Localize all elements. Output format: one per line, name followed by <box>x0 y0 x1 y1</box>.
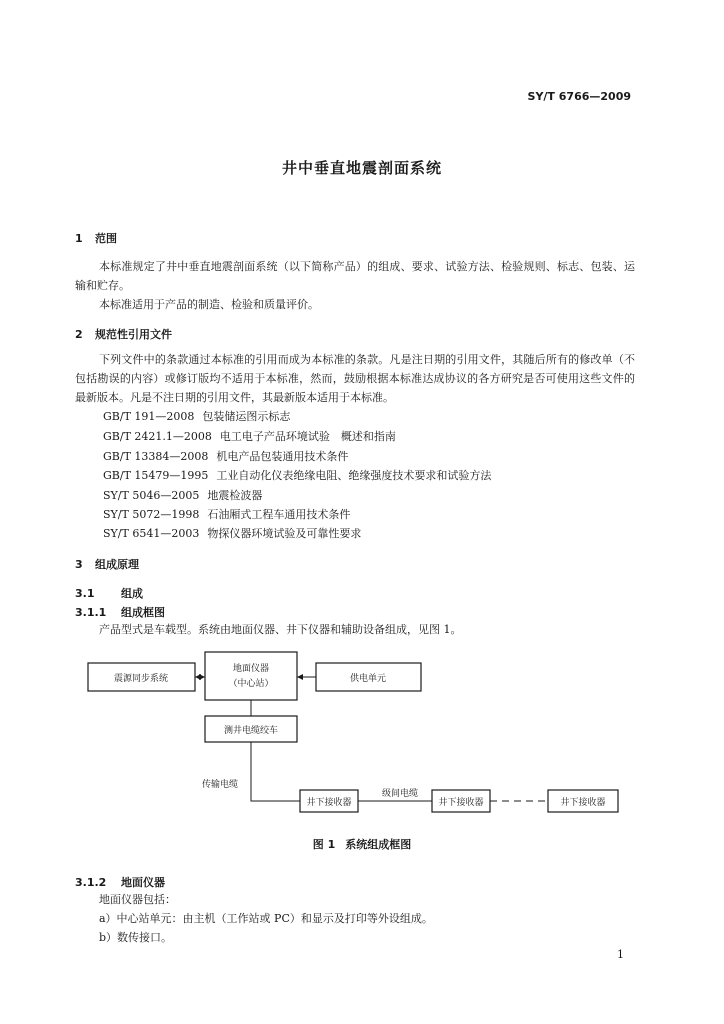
cable-winch-label: 测井电缆绞车 <box>223 726 279 736</box>
transmission-cable-line <box>251 742 300 801</box>
document-title: 井中垂直地震剖面系统 <box>281 159 442 177</box>
reference-item: GB/T 2421.1—2008 电工电子产品环境试验 概述和指南 <box>103 430 396 443</box>
downhole-receiver-label-2: 井下接收器 <box>438 798 484 808</box>
reference-item: SY/T 6541—2003 物探仪器环境试验及可靠性要求 <box>103 527 362 540</box>
list-item-a: a）中心站单元：由主机（工作站或 PC）和显示及打印等外设组成。 <box>99 912 433 925</box>
reference-item: SY/T 5046—2005 地震检波器 <box>103 489 263 502</box>
figure-title: 系统组成框图 <box>345 838 412 851</box>
reference-item: GB/T 191—2008 包装储运图示标志 <box>103 410 291 423</box>
page-number: 1 <box>617 948 624 961</box>
figure-number: 图 1 <box>312 838 336 851</box>
reference-item: GB/T 15479—1995 工业自动化仪表绝缘电阻、绝缘强度技术要求和试验方法 <box>103 469 492 482</box>
section-number: 3 <box>75 558 83 571</box>
section-1-paragraph-1: 本标准规定了井中垂直地震剖面系统（以下简称产品）的组成、要求、试验方法、检验规则、标志、包装、运输和贮存。 <box>75 260 635 292</box>
section-title: 范围 <box>95 232 117 245</box>
arrow-head <box>195 674 201 680</box>
downhole-receiver-label-3: 井下接收器 <box>560 798 606 808</box>
section-number: 2 <box>75 328 83 341</box>
section-3-heading <box>75 556 139 572</box>
reference-item: GB/T 13384—2008 机电产品包装通用技术条件 <box>103 450 349 463</box>
section-3-1-2-intro: 地面仪器包括： <box>99 893 176 906</box>
standard-code: SY/T 6766—2009 <box>527 90 631 103</box>
section-2-intro: 下列文件中的条款通过本标准的引用而成为本标准的条款。凡是注日期的引用文件，其随后所有的修改单（不包括勘误的内容）或修订版均不适用于本标准，然而，鼓励根据本标准达成协议的各方研究是否可使用这些文件的最新版本。凡是不注日期的引用文件，其最新版本适用于本标准。 <box>75 353 635 404</box>
section-3-1-2-heading: 3.1.2 地面仪器 <box>75 876 165 889</box>
surface-instrument-label-2: （中心站） <box>228 679 274 689</box>
section-3-1-heading: 3.1 组成 <box>75 587 143 600</box>
surface-instrument-label-1: 地面仪器 <box>232 664 270 674</box>
surface-instrument-box <box>205 652 297 700</box>
section-2-heading <box>75 326 172 342</box>
arrow-head <box>297 674 303 680</box>
reference-item: SY/T 5072—1998 石油厢式工程车通用技术条件 <box>103 508 351 521</box>
transmission-cable-label: 传输电缆 <box>202 780 239 790</box>
downhole-receiver-label-1: 井下接收器 <box>306 798 352 808</box>
section-3-1-1-text: 产品型式是车载型。系统由地面仪器、井下仪器和辅助设备组成，见图 1。 <box>99 623 462 636</box>
section-title: 组成原理 <box>95 558 139 571</box>
section-title: 规范性引用文件 <box>95 328 172 341</box>
section-3-1-1-heading: 3.1.1 组成框图 <box>75 606 165 619</box>
section-number: 1 <box>75 232 83 245</box>
system-block-diagram <box>0 640 724 830</box>
interlevel-cable-label: 级间电缆 <box>382 789 419 799</box>
sync-system-label: 震源同步系统 <box>113 674 169 684</box>
list-item-b: b）数传接口。 <box>99 931 173 944</box>
power-unit-label: 供电单元 <box>349 674 387 684</box>
section-1-heading <box>75 230 117 246</box>
figure-caption <box>0 836 724 852</box>
section-1-paragraph-2: 本标准适用于产品的制造、检验和质量评价。 <box>99 298 319 311</box>
